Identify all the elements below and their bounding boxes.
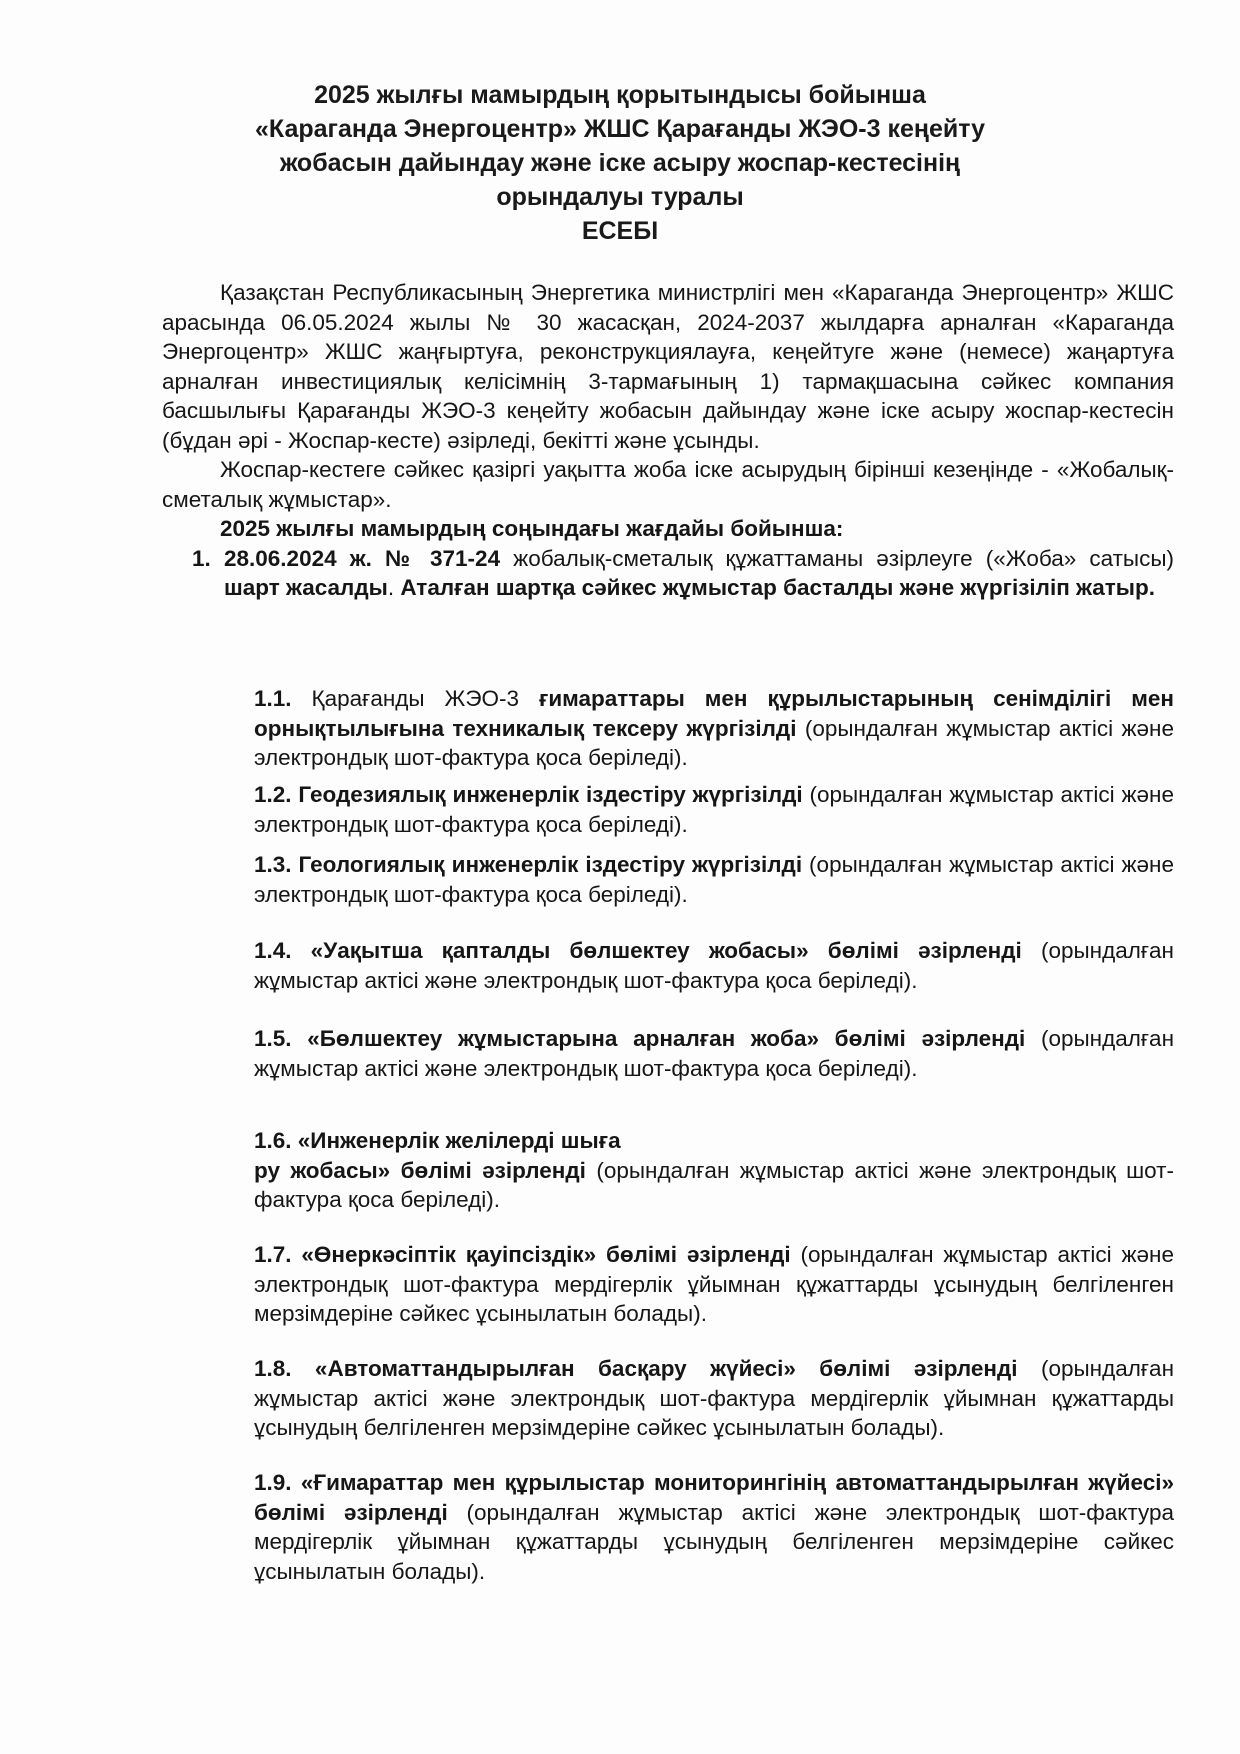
subitem-1-3-bold: 1.3. Геологиялық инженерлік іздестіру жүргізілді — [254, 852, 803, 877]
subitem-1-8 — [254, 1354, 1174, 1443]
subitem-1-6-rest: (орындалған жұмыстар актісі және электрондық шот-фактура қоса беріледі). — [254, 1157, 1174, 1212]
subitem-1-2 — [254, 780, 1174, 839]
subitem-1-7 — [254, 1240, 1174, 1329]
contract-description: жобалық-сметалық құжаттаманы әзірлеуге («Жоба» сатысы) — [500, 545, 1174, 571]
contract-status: шарт жасалды — [224, 575, 388, 600]
subitem-1-8-rest: (орындалған жұмыстар актісі және электрондық шот-фактура мердігерлік ұйымнан құжаттарды ұсынудың белгіленген мерзімдеріне сәйкес ұсынылатын болады). — [254, 1356, 1175, 1440]
subitem-1-9-bold: 1.9. «Ғимараттар мен құрылыстар мониторингінің автоматтандырылған жүйесі» бөлімі әзірленді — [254, 1470, 1174, 1525]
status-heading: 2025 жылғы мамырдың соңындағы жағдайы бойынша: — [220, 516, 844, 541]
subitem-1-2-bold: 1.2. Геодезиялық инженерлік іздестіру жүргізілді — [254, 782, 803, 807]
subitem-1-2-rest: (орындалған жұмыстар актісі және электрондық шот-фактура қоса беріледі). — [254, 782, 1174, 837]
subitem-1-6 — [254, 1126, 1174, 1215]
title-line-5: ЕСЕБІ — [581, 217, 659, 245]
title-line-2: «Караганда Энергоцентр» ЖШС Қарағанды ЖЭО-3 кеңейту — [254, 115, 986, 143]
subitem-1-7-rest: (орындалған жұмыстар актісі және электрондық шот-фактура мердігерлік ұйымнан құжаттарды ұсынудың белгіленген мерзімдеріне сәйкес ұсынылатын болады). — [254, 1242, 1174, 1326]
document-title — [180, 78, 1060, 248]
subitem-1-8-bold: 1.8. «Автоматтандырылған басқару жүйесі» бөлімі әзірленді — [254, 1356, 1018, 1381]
subitem-1-6-bold-line-2: ру жобасы» бөлімі әзірленді — [254, 1157, 586, 1183]
list-item-1-number: 1. — [192, 545, 211, 571]
subitem-1-1-number: 1.1. — [254, 686, 292, 711]
subitem-1-9-rest: (орындалған жұмыстар актісі және электрондық шот-фактура мердігерлік ұйымнан құжаттарды ұсынудың белгіленген мерзімдеріне сәйкес ұсынылатын болады). — [254, 1499, 1174, 1584]
subitem-1-1-rest: (орындалған жұмыстар актісі және электрондық шот-фактура қоса беріледі). — [254, 715, 1174, 770]
subitem-1-1-pre: Қарағанды ЖЭО-3 — [291, 686, 539, 711]
subitem-1-7-bold: 1.7. «Өнеркәсіптік қауіпсіздік» бөлімі әзірленді — [254, 1242, 791, 1267]
subitem-1-3-rest: (орындалған жұмыстар актісі және электрондық шот-фактура қоса беріледі). — [254, 852, 1174, 907]
subitem-1-3 — [254, 850, 1174, 909]
subitem-1-6-bold-line-1: 1.6. «Инженерлік желілерді шыға — [254, 1128, 621, 1153]
work-status: Аталған шартқа сәйкес жұмыстар басталды және жүргізіліп жатыр. — [400, 575, 1156, 600]
document-body — [162, 278, 1174, 603]
title-line-1: 2025 жылғы мамырдың қорытындысы бойынша — [314, 81, 926, 109]
subitem-1-4-rest: (орындалған жұмыстар актісі және электрондық шот-фактура қоса беріледі). — [254, 938, 1174, 993]
subitem-1-4 — [254, 936, 1174, 995]
item-1-dot: . — [387, 575, 401, 600]
list-item-1 — [162, 544, 1174, 603]
subitem-1-5-rest: (орындалған жұмыстар актісі және электрондық шот-фактура қоса беріледі). — [254, 1026, 1174, 1081]
intro-paragraph-2: Жоспар-кестеге сәйкес қазіргі уақытта жоба іске асырудың бірінші кезеңінде - «Жобалық-сметалық жұмыстар». — [162, 457, 1174, 512]
contract-number: 28.06.2024 ж. № 371-24 — [224, 545, 501, 571]
subitem-1-4-bold: 1.4. «Уақытша қапталды бөлшектеу жобасы» бөлімі әзірленді — [254, 938, 1022, 963]
intro-paragraph-1: Қазақстан Республикасының Энергетика министрлігі мен «Караганда Энергоцентр» ЖШС арасында 06.05.2024 жылы № 30 жасасқан, 2024-2037 жылдарға арналған «Караганда Энергоцентр» ЖШС жаңғыртуға, реконструкциялауға, кеңейтуге және (немесе) жаңартуға арналған инвестициялық келісімнің 3-тармағының 1) тармақшасына сәйкес компания басшылығы Қарағанды ЖЭО-3 кеңейту жобасын дайындау және іске асыру жоспар-кестесін (бұдан әрі - Жоспар-кесте) әзірледі, бекітті және ұсынды. — [162, 280, 1174, 453]
subitem-1-1 — [254, 684, 1174, 773]
subitem-1-5 — [254, 1024, 1174, 1083]
title-line-3: жобасын дайындау және іске асыру жоспар-кестесінің — [279, 149, 961, 177]
subitem-1-9 — [254, 1468, 1174, 1586]
title-line-4: орындалуы туралы — [496, 183, 744, 211]
subitem-1-1-bold: ғимараттары мен құрылыстарының сенімділігі мен орнықтылығына техникалық тексеру жүргізілді — [254, 686, 1174, 741]
subitem-1-5-bold: 1.5. «Бөлшектеу жұмыстарына арналған жоба» бөлімі әзірленді — [254, 1026, 1026, 1051]
